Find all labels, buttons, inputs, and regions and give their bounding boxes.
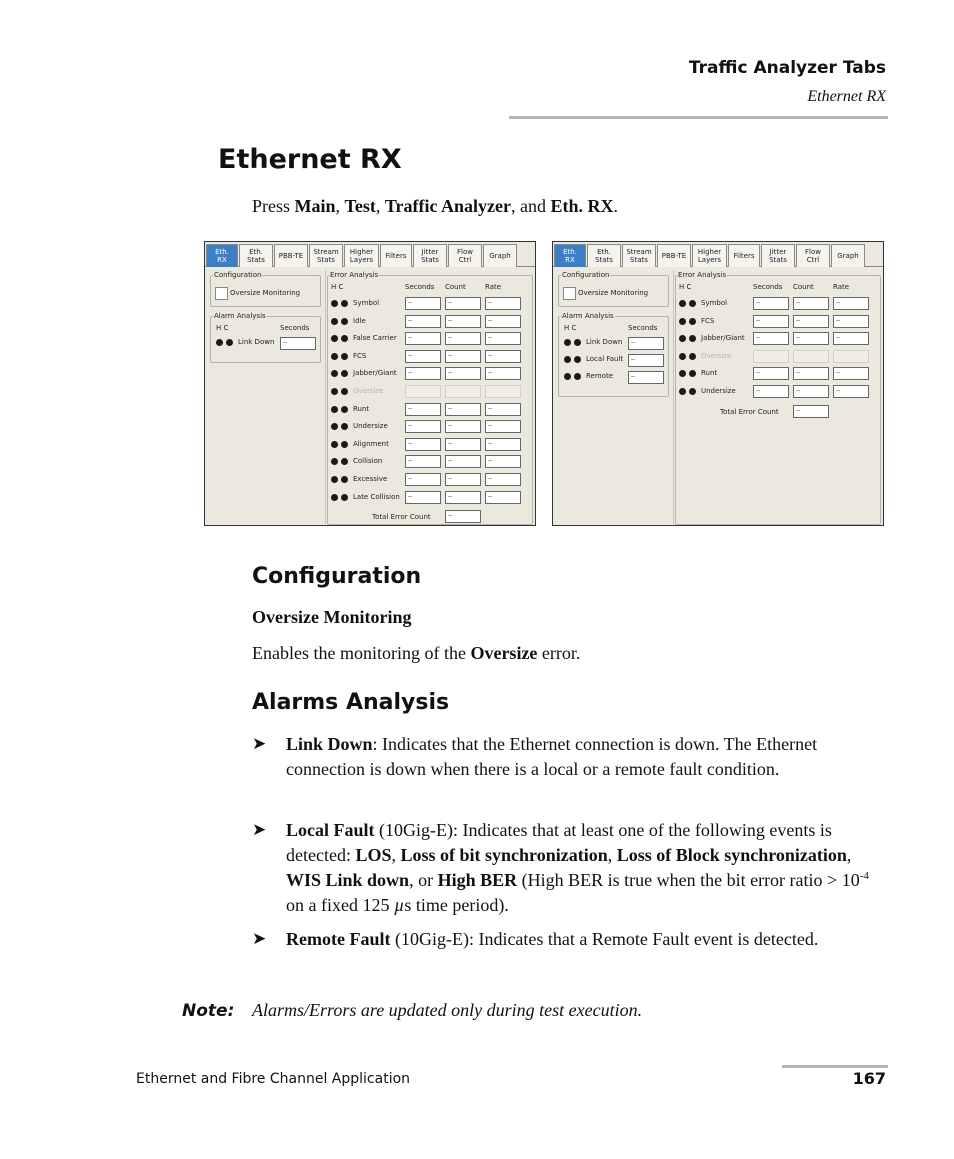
header-divider: [509, 116, 888, 119]
error-label-jabber-giant: Jabber/Giant: [353, 369, 397, 378]
alarm-analysis-group-title: Alarm Analysis: [214, 312, 266, 320]
tab-eth-rx[interactable]: Eth. RX: [554, 244, 586, 267]
oversize-monitoring-checkbox[interactable]: [215, 287, 228, 300]
note-text: Alarms/Errors are updated only during test execution.: [252, 1000, 643, 1020]
alarm-history-led: [564, 356, 571, 363]
error-current-led: [689, 353, 696, 360]
error-seconds-fcs: --: [405, 350, 441, 363]
error-label-false-carrier: False Carrier: [353, 334, 397, 343]
error-history-led: [331, 388, 338, 395]
pane-divider: [325, 270, 326, 524]
error-seconds-alignment: --: [405, 438, 441, 451]
tab-stream-stats[interactable]: Stream Stats: [622, 244, 656, 267]
error-header-seconds: Seconds: [753, 283, 783, 291]
alarm-hc-header: H C: [564, 324, 577, 332]
error-current-led: [689, 300, 696, 307]
alarm-analysis-group-title: Alarm Analysis: [562, 312, 614, 320]
error-rate-oversize: [833, 350, 869, 363]
error-history-led: [679, 388, 686, 395]
error-label-symbol: Symbol: [353, 299, 380, 307]
error-analysis-group: [675, 275, 881, 525]
alarm-current-led: [574, 373, 581, 380]
error-seconds-symbol: --: [753, 297, 789, 310]
tab-graph[interactable]: Graph: [831, 244, 865, 267]
error-seconds-symbol: --: [405, 297, 441, 310]
alarm-hc-header: H C: [216, 324, 229, 332]
page-number: 167: [852, 1069, 886, 1088]
error-rate-undersize: --: [833, 385, 869, 398]
error-count-undersize: --: [793, 385, 829, 398]
error-label-collision: Collision: [353, 457, 383, 466]
local-fault-item: Local Fault (10Gig-E): Indicates that at least one of the following events is detected: LOS, Loss of bit synchronization, Loss of Block synchronization, WIS Link down, or High BER (High BER is true when the bit error ratio > $10^{-4}$ on a fixed 125 µs time period).: [286, 820, 869, 915]
error-seconds-runt: --: [405, 403, 441, 416]
alarm-current-led: [226, 339, 233, 346]
error-label-fcs: FCS: [353, 351, 367, 360]
error-current-led: [341, 494, 348, 501]
alarm-current-led: [574, 339, 581, 346]
running-header-title: Traffic Analyzer Tabs: [688, 58, 886, 78]
error-seconds-runt: --: [753, 367, 789, 380]
error-label-oversize: Oversize: [701, 351, 732, 360]
error-count-idle: --: [445, 315, 481, 328]
error-current-led: [341, 318, 348, 325]
tab-stream-stats[interactable]: Stream Stats: [309, 244, 343, 267]
alarm-current-led: [574, 356, 581, 363]
error-rate-false-carrier: --: [485, 332, 521, 345]
error-analysis-group-title: Error Analysis: [678, 271, 727, 279]
alarm-label-local-fault: Local Fault: [586, 355, 624, 363]
error-count-symbol: --: [793, 297, 829, 310]
error-rate-symbol: --: [485, 297, 521, 310]
error-count-runt: --: [793, 367, 829, 380]
error-rate-late-collision: --: [485, 491, 521, 504]
tab-higher-layers[interactable]: Higher Layers: [692, 244, 727, 267]
tab-flow-ctrl[interactable]: Flow Ctrl: [796, 244, 830, 267]
error-current-led: [689, 318, 696, 325]
tab-pbb-te[interactable]: PBB-TE: [274, 244, 308, 267]
error-rate-excessive: --: [485, 473, 521, 486]
page-title: Ethernet RX: [218, 144, 402, 175]
error-current-led: [341, 441, 348, 448]
error-label-runt: Runt: [701, 369, 718, 378]
error-hc-header: H C: [679, 283, 692, 291]
alarm-seconds-link-down: --: [280, 337, 316, 350]
alarm-label-link-down: Link Down: [238, 338, 275, 346]
error-rate-idle: --: [485, 315, 521, 328]
error-header-count: Count: [793, 283, 814, 291]
alarm-history-led: [564, 373, 571, 380]
alarm-seconds-remote: --: [628, 371, 664, 384]
configuration-heading: Configuration: [252, 564, 422, 589]
tab-eth-rx[interactable]: Eth. RX: [206, 244, 238, 267]
tab-bar: [553, 242, 883, 267]
error-history-led: [679, 318, 686, 325]
error-current-led: [689, 388, 696, 395]
error-history-led: [331, 441, 338, 448]
tab-flow-ctrl[interactable]: Flow Ctrl: [448, 244, 482, 267]
error-history-led: [331, 406, 338, 413]
error-current-led: [341, 388, 348, 395]
error-seconds-jabber-giant: --: [405, 367, 441, 380]
alarm-label-remote: Remote: [586, 372, 614, 380]
total-error-count-label: Total Error Count: [372, 513, 431, 522]
error-rate-fcs: --: [485, 350, 521, 363]
error-count-oversize: [793, 350, 829, 363]
error-count-excessive: --: [445, 473, 481, 486]
error-label-alignment: Alignment: [353, 439, 389, 448]
intro-paragraph: Press Main, Test, Traffic Analyzer, and Eth. RX.: [252, 196, 619, 216]
error-current-led: [341, 353, 348, 360]
error-count-collision: --: [445, 455, 481, 468]
error-seconds-oversize: [753, 350, 789, 363]
bullet-arrow-icon: ➤: [252, 929, 267, 948]
tab-higher-layers[interactable]: Higher Layers: [344, 244, 379, 267]
tab-graph[interactable]: Graph: [483, 244, 517, 267]
error-rate-undersize: --: [485, 420, 521, 433]
error-seconds-undersize: --: [405, 420, 441, 433]
error-seconds-oversize: [405, 385, 441, 398]
error-header-rate: Rate: [833, 283, 850, 291]
total-error-count-label: Total Error Count: [720, 407, 779, 416]
error-seconds-fcs: --: [753, 315, 789, 328]
error-current-led: [341, 300, 348, 307]
link-down-item: Link Down: Indicates that the Ethernet connection is down. The Ethernet connection is down when there is a local or a remote fault condition.: [286, 734, 818, 779]
error-history-led: [331, 300, 338, 307]
remote-fault-item: Remote Fault (10Gig-E): Indicates that a Remote Fault event is detected.: [286, 929, 819, 949]
error-header-rate: Rate: [485, 283, 502, 291]
error-count-oversize: [445, 385, 481, 398]
error-count-symbol: --: [445, 297, 481, 310]
error-seconds-late-collision: --: [405, 491, 441, 504]
oversize-monitoring-label: Oversize Monitoring: [578, 289, 649, 297]
error-count-alignment: --: [445, 438, 481, 451]
error-rate-collision: --: [485, 455, 521, 468]
error-rate-oversize: [485, 385, 521, 398]
running-header-subtitle: Ethernet RX: [807, 88, 886, 105]
tab-filters[interactable]: Filters: [380, 244, 412, 267]
pane-divider: [673, 270, 674, 524]
alarm-seconds-header: Seconds: [628, 324, 658, 332]
alarm-history-led: [216, 339, 223, 346]
error-current-led: [341, 406, 348, 413]
error-seconds-jabber-giant: --: [753, 332, 789, 345]
error-count-false-carrier: --: [445, 332, 481, 345]
alarm-seconds-header: Seconds: [280, 324, 310, 332]
tab-eth-stats[interactable]: Eth. Stats: [239, 244, 273, 267]
error-count-fcs: --: [445, 350, 481, 363]
tab-pbb-te[interactable]: PBB-TE: [657, 244, 691, 267]
error-label-undersize: Undersize: [701, 387, 736, 395]
oversize-monitoring-label: Oversize Monitoring: [230, 289, 301, 297]
eth-rx-screen-10gig: [552, 241, 884, 526]
error-label-excessive: Excessive: [353, 475, 388, 483]
error-count-late-collision: --: [445, 491, 481, 504]
alarm-seconds-link-down: --: [628, 337, 664, 350]
error-seconds-excessive: --: [405, 473, 441, 486]
total-error-count-field: --: [793, 405, 829, 418]
error-count-runt: --: [445, 403, 481, 416]
alarm-history-led: [564, 339, 571, 346]
error-rate-runt: --: [833, 367, 869, 380]
footer-divider: [782, 1065, 888, 1068]
error-count-jabber-giant: --: [445, 367, 481, 380]
error-label-fcs: FCS: [701, 316, 715, 325]
error-current-led: [341, 476, 348, 483]
alarms-analysis-heading: Alarms Analysis: [252, 690, 450, 715]
bullet-arrow-icon: ➤: [252, 734, 267, 753]
error-history-led: [331, 476, 338, 483]
footer-document-title: Ethernet and Fibre Channel Application: [136, 1071, 411, 1087]
error-count-undersize: --: [445, 420, 481, 433]
oversize-monitoring-checkbox[interactable]: [563, 287, 576, 300]
error-history-led: [331, 353, 338, 360]
tab-jitter-stats[interactable]: Jitter Stats: [761, 244, 795, 267]
error-label-idle: Idle: [353, 316, 366, 325]
error-history-led: [331, 494, 338, 501]
error-header-count: Count: [445, 283, 466, 291]
oversize-description: Enables the monitoring of the Oversize error.: [252, 643, 581, 663]
total-error-count-field: --: [445, 510, 481, 523]
error-count-fcs: --: [793, 315, 829, 328]
error-rate-jabber-giant: --: [485, 367, 521, 380]
tab-eth-stats[interactable]: Eth. Stats: [587, 244, 621, 267]
error-count-jabber-giant: --: [793, 332, 829, 345]
error-seconds-undersize: --: [753, 385, 789, 398]
error-header-seconds: Seconds: [405, 283, 435, 291]
error-label-oversize: Oversize: [353, 387, 384, 395]
bullet-arrow-icon: ➤: [252, 820, 267, 839]
error-seconds-collision: --: [405, 455, 441, 468]
configuration-group-title: Configuration: [562, 271, 610, 279]
eth-rx-screen-standard: [204, 241, 536, 526]
error-seconds-false-carrier: --: [405, 332, 441, 345]
error-label-undersize: Undersize: [353, 422, 388, 431]
error-label-runt: Runt: [353, 404, 370, 413]
alarm-label-link-down: Link Down: [586, 338, 623, 346]
error-analysis-group-title: Error Analysis: [330, 271, 379, 279]
error-rate-alignment: --: [485, 438, 521, 451]
error-rate-symbol: --: [833, 297, 869, 310]
error-history-led: [679, 300, 686, 307]
error-label-symbol: Symbol: [701, 299, 728, 307]
error-rate-runt: --: [485, 403, 521, 416]
error-label-late-collision: Late Collision: [353, 492, 400, 501]
error-seconds-idle: --: [405, 315, 441, 328]
note-label: Note:: [182, 1001, 235, 1021]
error-rate-jabber-giant: --: [833, 332, 869, 345]
error-hc-header: H C: [331, 283, 344, 291]
tab-jitter-stats[interactable]: Jitter Stats: [413, 244, 447, 267]
error-label-jabber-giant: Jabber/Giant: [701, 334, 745, 343]
configuration-group-title: Configuration: [214, 271, 262, 279]
tab-bar: [205, 242, 535, 267]
oversize-monitoring-subheading: Oversize Monitoring: [252, 607, 412, 627]
tab-filters[interactable]: Filters: [728, 244, 760, 267]
alarm-seconds-local-fault: --: [628, 354, 664, 367]
error-history-led: [331, 318, 338, 325]
error-history-led: [679, 353, 686, 360]
error-rate-fcs: --: [833, 315, 869, 328]
error-analysis-group: [327, 275, 533, 525]
